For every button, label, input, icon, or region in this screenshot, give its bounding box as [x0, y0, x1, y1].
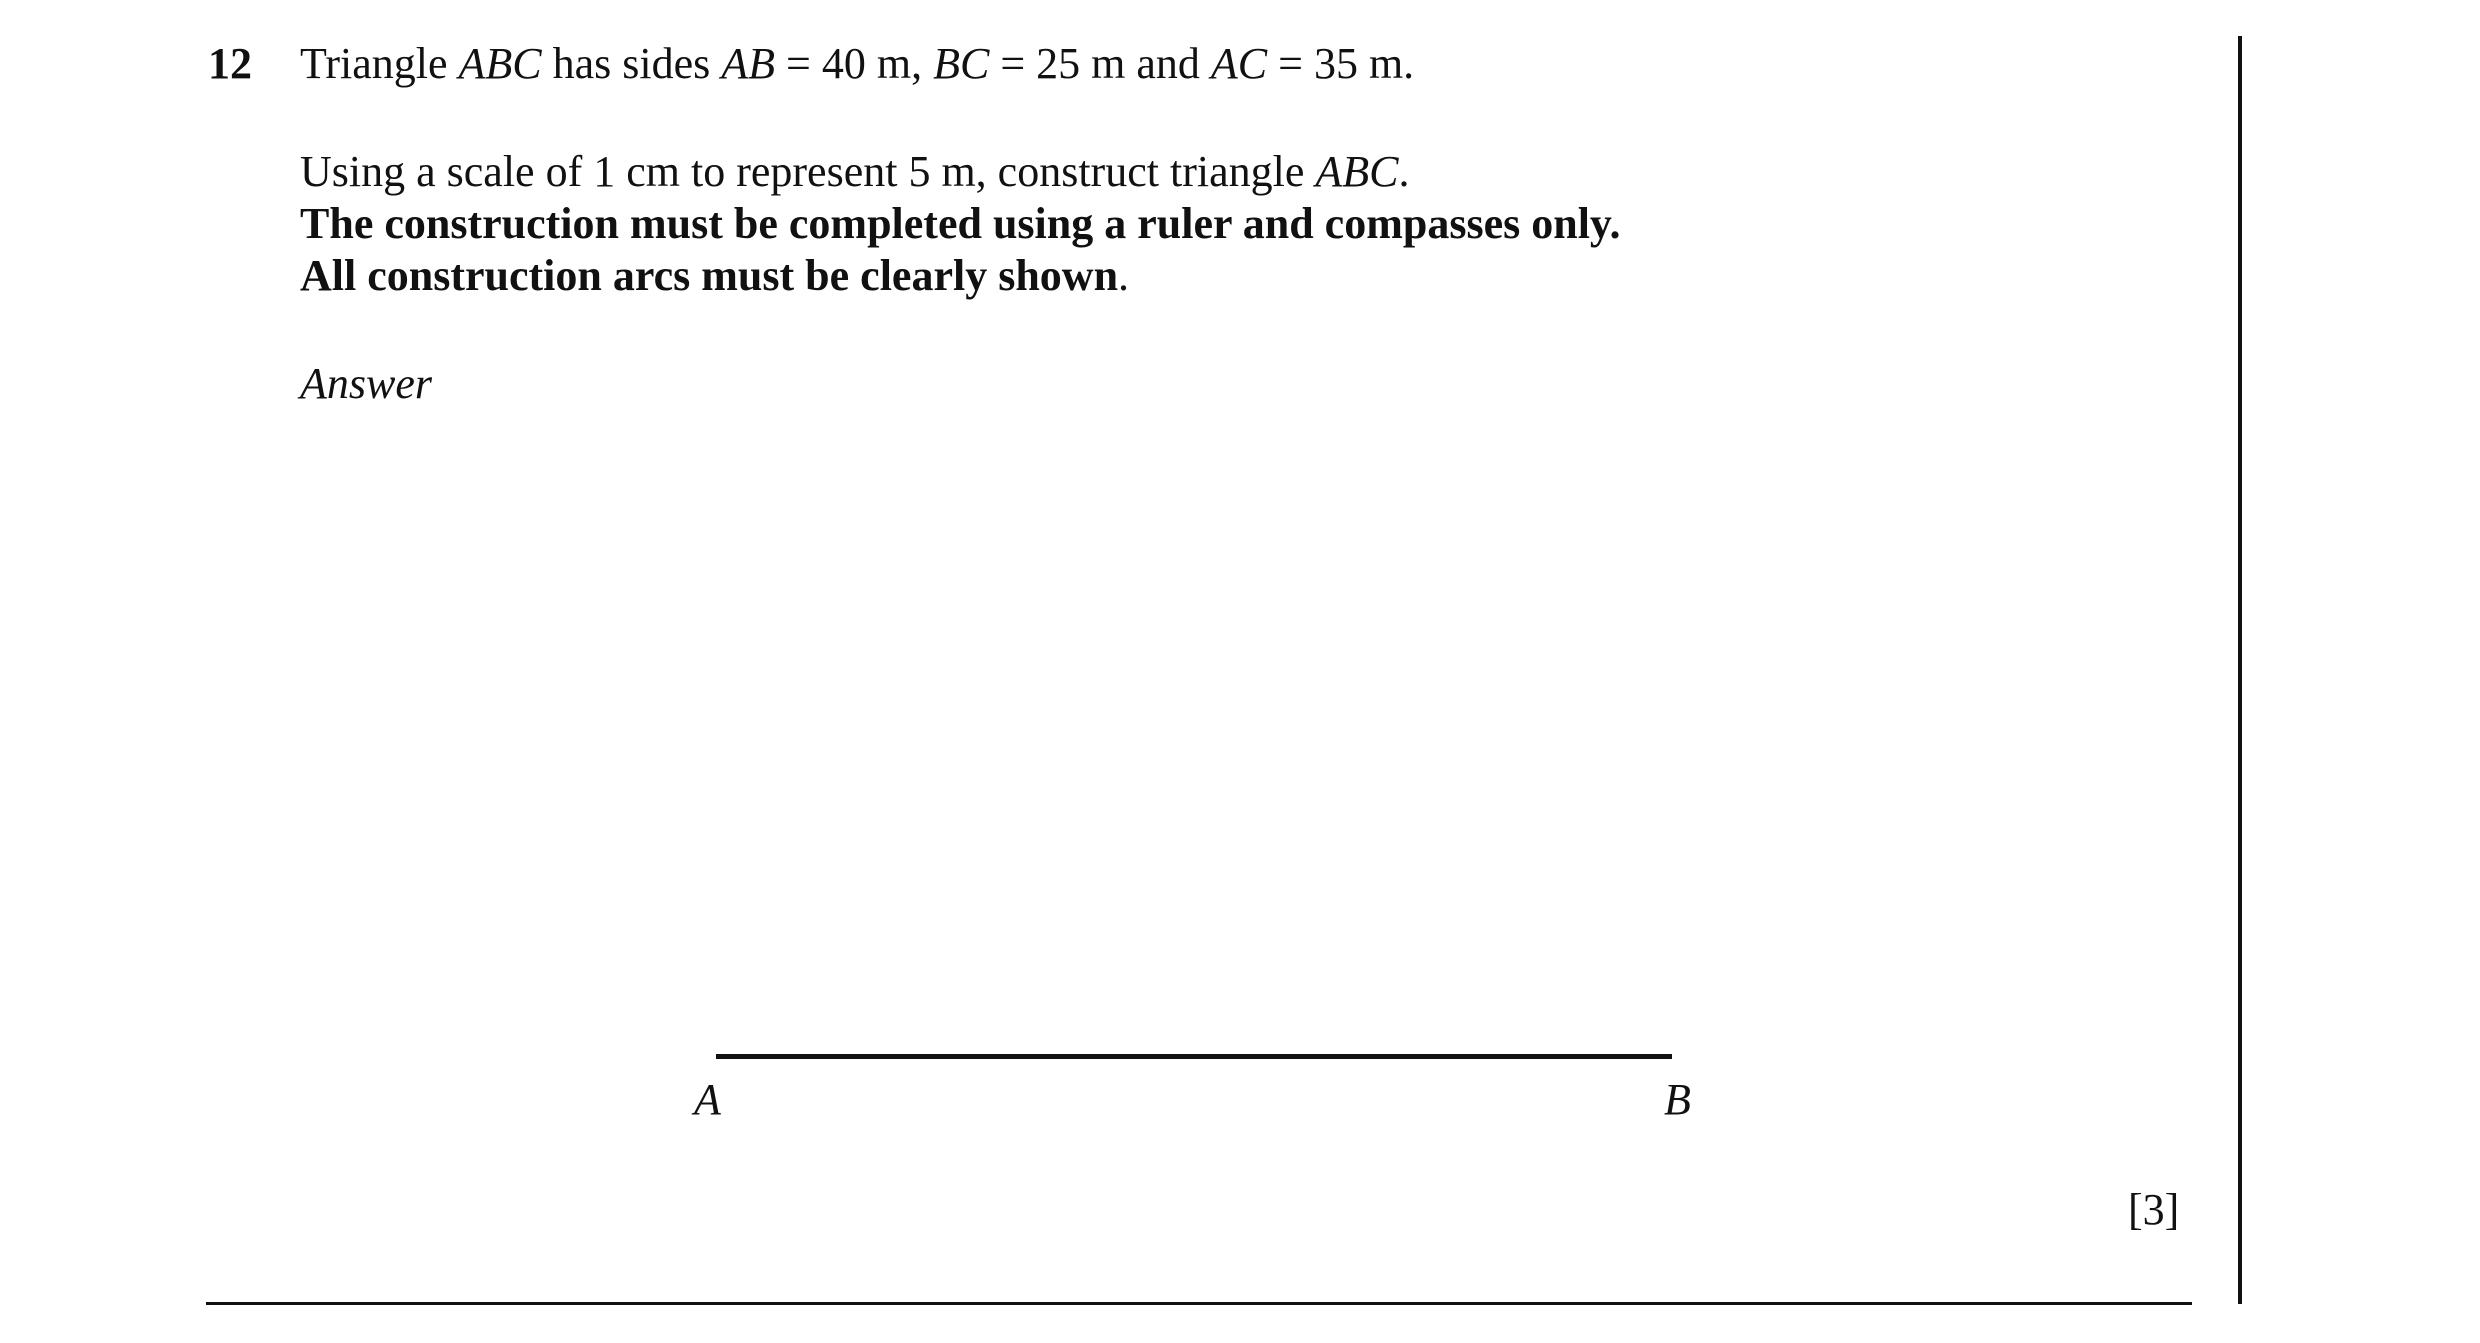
side-bc: BC — [933, 39, 990, 88]
text: = 40 m, — [775, 39, 934, 88]
question-number: 12 — [208, 39, 252, 88]
point-a-label: A — [694, 1075, 721, 1124]
text: Using a scale of 1 cm to represent 5 m, construct triangle — [300, 147, 1316, 196]
text: has sides — [541, 39, 722, 88]
triangle-name: ABC — [1315, 147, 1399, 196]
construction-instruction: The construction must be completed using a ruler and compasses only. — [300, 199, 1621, 248]
answer-label: Answer — [300, 359, 432, 408]
arcs-instruction — [300, 250, 1129, 302]
marks-indicator: [3] — [2128, 1185, 2180, 1234]
line-segment-ab — [716, 1054, 1672, 1059]
triangle-name: ABC — [458, 39, 542, 88]
scale-instruction — [300, 146, 1409, 198]
side-ab: AB — [721, 39, 776, 88]
text: = 35 m. — [1267, 39, 1415, 88]
margin-border — [2238, 36, 2242, 1304]
text: Triangle — [300, 39, 459, 88]
text: . — [1118, 251, 1130, 300]
question-statement — [300, 38, 1414, 90]
side-ac: AC — [1210, 39, 1268, 88]
text: = 25 m and — [989, 39, 1211, 88]
text: All construction arcs must be clearly shown — [300, 251, 1119, 300]
text: . — [1398, 147, 1410, 196]
point-b-label: B — [1664, 1075, 1691, 1124]
bottom-rule — [206, 1302, 2192, 1305]
